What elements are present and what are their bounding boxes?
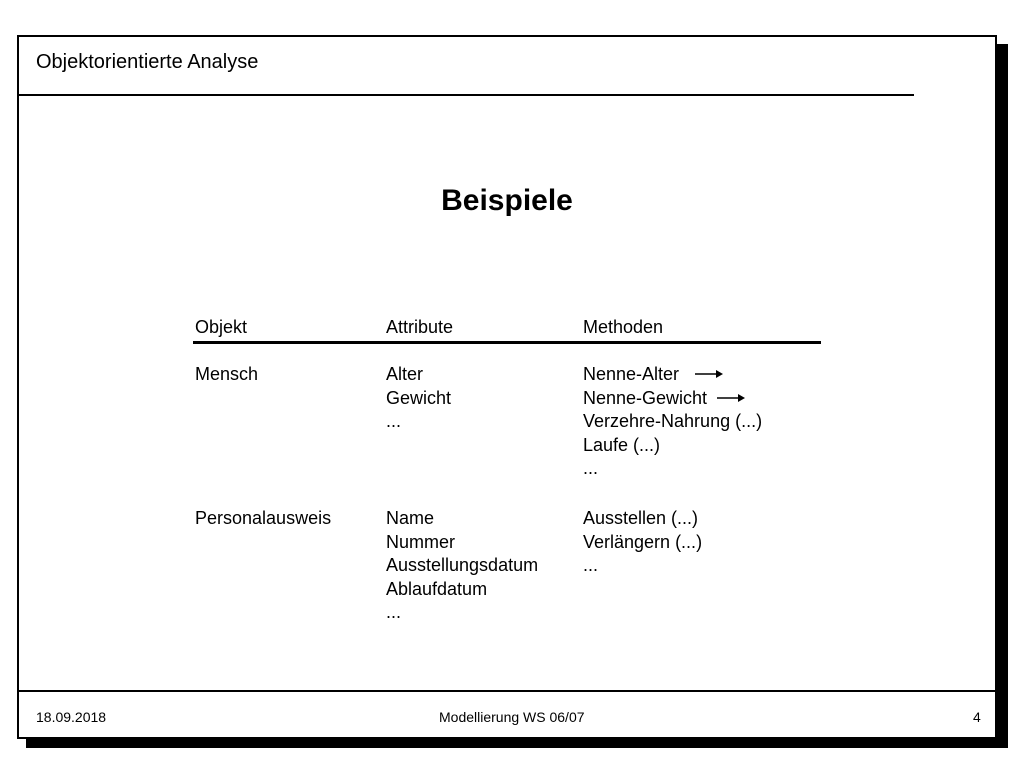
method-item-with-arrow bbox=[583, 363, 762, 387]
object-name: Personalausweis bbox=[195, 508, 332, 528]
right-arrow-icon bbox=[694, 368, 724, 380]
table-row-attributes bbox=[386, 363, 451, 434]
method-item: ... bbox=[583, 555, 599, 575]
attribute-item: ... bbox=[386, 411, 402, 431]
table-header-divider bbox=[193, 341, 821, 344]
page-title: Beispiele bbox=[441, 184, 573, 217]
attribute-item: Name bbox=[386, 508, 435, 528]
method-label: Nenne-Alter bbox=[583, 364, 680, 384]
object-name: Mensch bbox=[195, 364, 259, 384]
method-item-with-arrow bbox=[583, 387, 762, 411]
column-header-attributes: Attribute bbox=[386, 317, 454, 337]
footer-date: 18.09.2018 bbox=[36, 709, 107, 725]
table-row-attributes bbox=[386, 507, 538, 625]
attribute-item: Ausstellungsdatum bbox=[386, 555, 539, 575]
method-item: Verzehre-Nahrung (...) bbox=[583, 411, 763, 431]
method-item: Ausstellen (...) bbox=[583, 508, 699, 528]
attribute-item: Nummer bbox=[386, 531, 456, 552]
attribute-item: Alter bbox=[386, 364, 424, 384]
method-item: Laufe (...) bbox=[583, 434, 661, 455]
attribute-item: Gewicht bbox=[386, 387, 452, 408]
footer-divider bbox=[19, 690, 995, 692]
page-number: 4 bbox=[973, 709, 981, 725]
table-row-methods bbox=[583, 507, 702, 578]
header-title: Objektorientierte Analyse bbox=[36, 51, 259, 73]
right-arrow-icon bbox=[716, 392, 746, 404]
header-divider bbox=[19, 94, 914, 96]
footer-course: Modellierung WS 06/07 bbox=[439, 709, 585, 725]
column-header-methods: Methoden bbox=[583, 317, 664, 337]
table-row-object bbox=[195, 507, 331, 531]
method-item: ... bbox=[583, 458, 599, 478]
attribute-item: ... bbox=[386, 602, 402, 622]
attribute-item: Ablaufdatum bbox=[386, 578, 488, 599]
slide bbox=[17, 35, 997, 739]
method-item: Verlängern (...) bbox=[583, 531, 703, 552]
table-row-methods bbox=[583, 363, 762, 481]
table-row-object bbox=[195, 363, 258, 387]
column-header-object: Objekt bbox=[195, 317, 248, 337]
method-label: Nenne-Gewicht bbox=[583, 387, 708, 408]
